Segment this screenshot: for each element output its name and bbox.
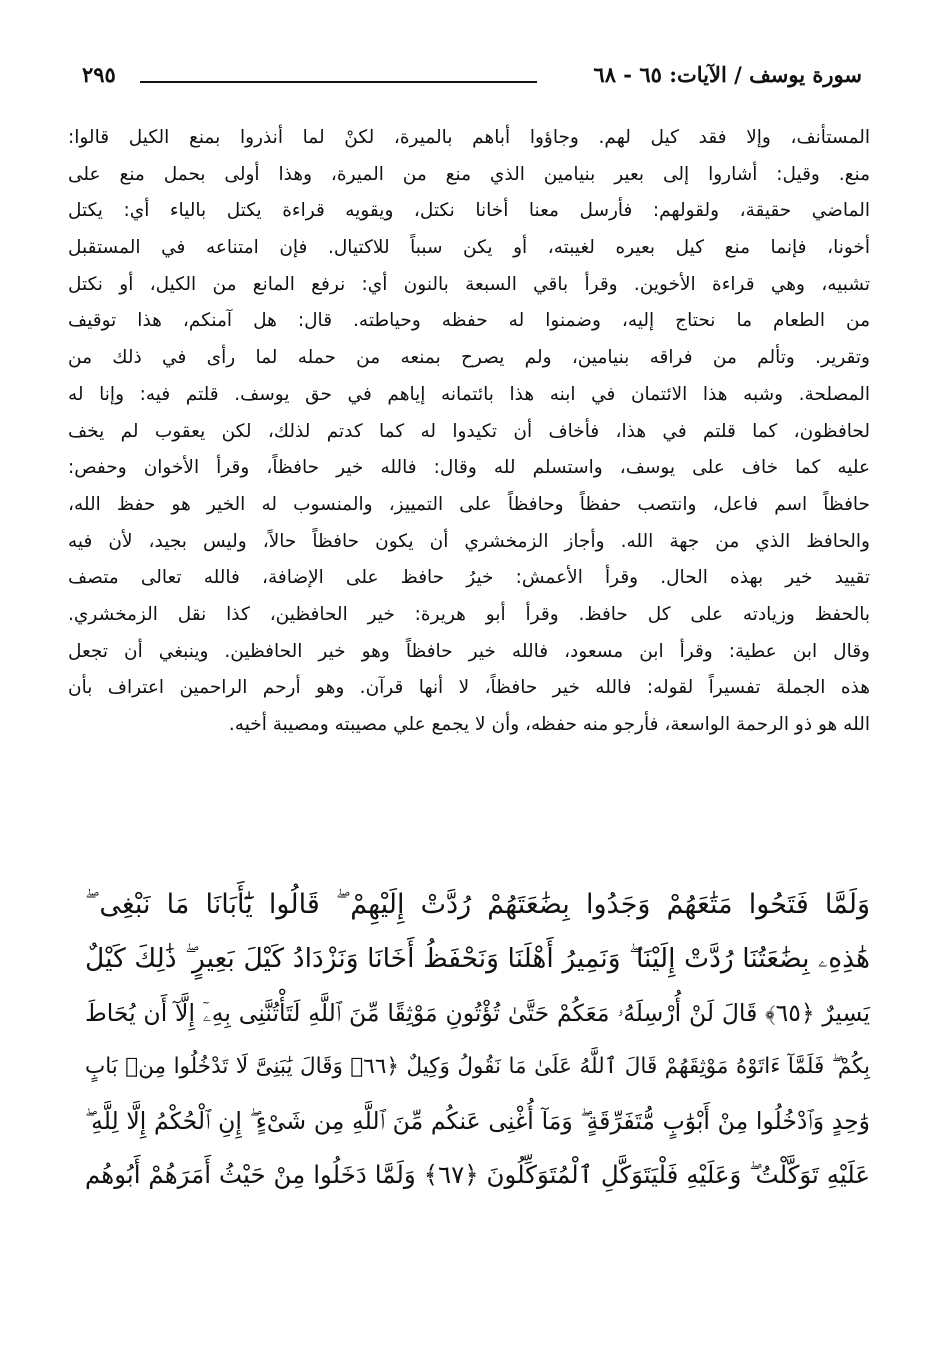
commentary-text	[68, 120, 870, 744]
commentary-line: حافظاً اسم فاعل، وانتصب حفظاً وحافظاً على التمييز، والمنسوب له الخير هو حفظ الله،	[68, 493, 870, 515]
verse-line: هَٰذِهِۦ بِضَٰعَتُنَا رُدَّتْ إِلَيْنَا ۖ وَنَمِيرُ أَهْلَنَا وَنَحْفَظُ أَخَانَا وَنَزْدَادُ كَيْلَ بَعِيرٍ ۖ ذَٰلِكَ كَيْلٌ	[85, 943, 870, 974]
commentary-line: وقال ابن عطية: وقرأ ابن مسعود، فالله خير حافظاً وهو خير الحافظين. وينبغي أن تجعل	[68, 640, 870, 662]
commentary-line: أخونا، فإنما منع كيل بعيره لغيبته، أو يكن سبباً للاكتيال. فإن امتناعه في المستقبل	[68, 237, 870, 259]
commentary-line: بالحفظ وزيادته على كل حافظ. وقرأ أبو هريرة: خير الحافظين، كذا نقل الزمخشري.	[68, 603, 870, 625]
quran-verses	[85, 878, 870, 1202]
commentary-line: تقييد خير بهذه الحال. وقرأ الأعمش: خيرُ حافظ على الإضافة، فالله تعالى متصف	[68, 567, 870, 589]
verse-line: وَلَمَّا فَتَحُوا مَتَٰعَهُمْ وَجَدُوا بِضَٰعَتَهُمْ رُدَّتْ إِلَيْهِمْ ۖ قَالُوا يَٰٓأَبَانَا مَا نَبْغِى ۖ	[85, 889, 870, 920]
verse-line: عَلَيْهِ تَوَكَّلْتُ ۖ وَعَلَيْهِ فَلْيَتَوَكَّلِ ٱلْمُتَوَكِّلُونَ ﴿٦٧﴾ وَلَمَّا دَخَلُوا مِنْ حَيْثُ أَمَرَهُمْ أَبُوهُم	[85, 1160, 871, 1189]
page-header	[82, 58, 862, 92]
commentary-line: المصلحة. وشبه هذا الائتمان في ابنه هذا بائتمانه إياهم في حق يوسف. قلتم فيه: وإنا له	[68, 383, 870, 405]
commentary-line: من الطعام ما نحتاج إليه، وضمنوا له حفظه وحياطته. قال: هل آمنكم، هذا توقيف	[68, 310, 870, 332]
commentary-line: الماضي حقيقة، ولقولهم: فأرسل معنا أخانا نكتل، ويقويه قراءة يكتل بالياء أي: يكتل	[68, 200, 870, 222]
commentary-line: المستأنف، وإلا فقد كيل لهم. وجاؤوا أباهم بالميرة، لكنْ لما أنذروا بمنع الكيل قالوا:	[68, 127, 870, 148]
commentary-line: وتقرير. وتألم من فراقه بنيامين، ولم يصرح بمنعه من حمله لما رأى في ذلك من	[68, 347, 870, 369]
commentary-line: لحافظون، كما قلتم في هذا، فأخاف أن تكيدوا له كما كدتم لذلك، لكن يعقوب لم يخف	[68, 420, 870, 442]
commentary-line: عليه كما خاف على يوسف، واستسلم لله وقال: فالله خير حافظاً، وقرأ الأخوان وحفص:	[68, 457, 870, 479]
page-number: ٢٩٥	[82, 62, 116, 87]
verse-line: يَسِيرٌ ﴿٦٥﴾ قَالَ لَنْ أُرْسِلَهُۥ مَعَكُمْ حَتَّىٰ تُؤْتُونِ مَوْثِقًا مِّنَ ٱللَّهِ لَتَأْتُنَّنِى بِهِۦٓ إِلَّآ أَن يُحَاطَ	[85, 999, 870, 1027]
commentary-line: منع. وقيل: أشاروا إلى بعير بنيامين الذي منع من الميرة، وهذا أولى بحمل منع على	[68, 163, 870, 185]
commentary-line: والحافظ الذي من جهة الله. وأجاز الزمخشري أن يكون حافظاً حالاً، وليس بجيد، لأن فيه	[68, 530, 870, 552]
commentary-line: هذه الجملة تفسيراً لقوله: فالله خير حافظاً، لا أنها قرآن. وهو أرحم الراحمين اعتراف بأن	[68, 677, 870, 699]
commentary-line: الله هو ذو الرحمة الواسعة، فأرجو منه حفظه، وأن لا يجمع علي مصيبته ومصيبة أخيه.	[228, 714, 870, 735]
verse-line: وَٰحِدٍ وَٱدْخُلُوا مِنْ أَبْوَٰبٍ مُّتَفَرِّقَةٍ ۖ وَمَآ أُغْنِى عَنكُم مِّنَ ٱللَّهِ مِن شَىْءٍ ۖ إِنِ ٱلْحُكْمُ إِلَّا لِلَّهِ ۖ	[85, 1107, 870, 1135]
running-title: سورة يوسف / الآيات: ٦٥ - ٦٨	[593, 62, 862, 87]
verse-line: بِكُمْ ۖ فَلَمَّآ ءَاتَوْهُ مَوْثِقَهُمْ قَالَ ٱللَّهُ عَلَىٰ مَا نَقُولُ وَكِيلٌ ﴿٦٦﴾ وَقَالَ يَٰبَنِىَّ لَا تَدْخُلُوا مِنۢ بَابٍ	[85, 1054, 871, 1079]
header-rule	[140, 81, 537, 83]
commentary-line: تشبيه، وهي قراءة الأخوين. وقرأ باقي السبعة بالنون أي: نرفع المانع من الكيل، أو نكتل	[68, 273, 870, 295]
